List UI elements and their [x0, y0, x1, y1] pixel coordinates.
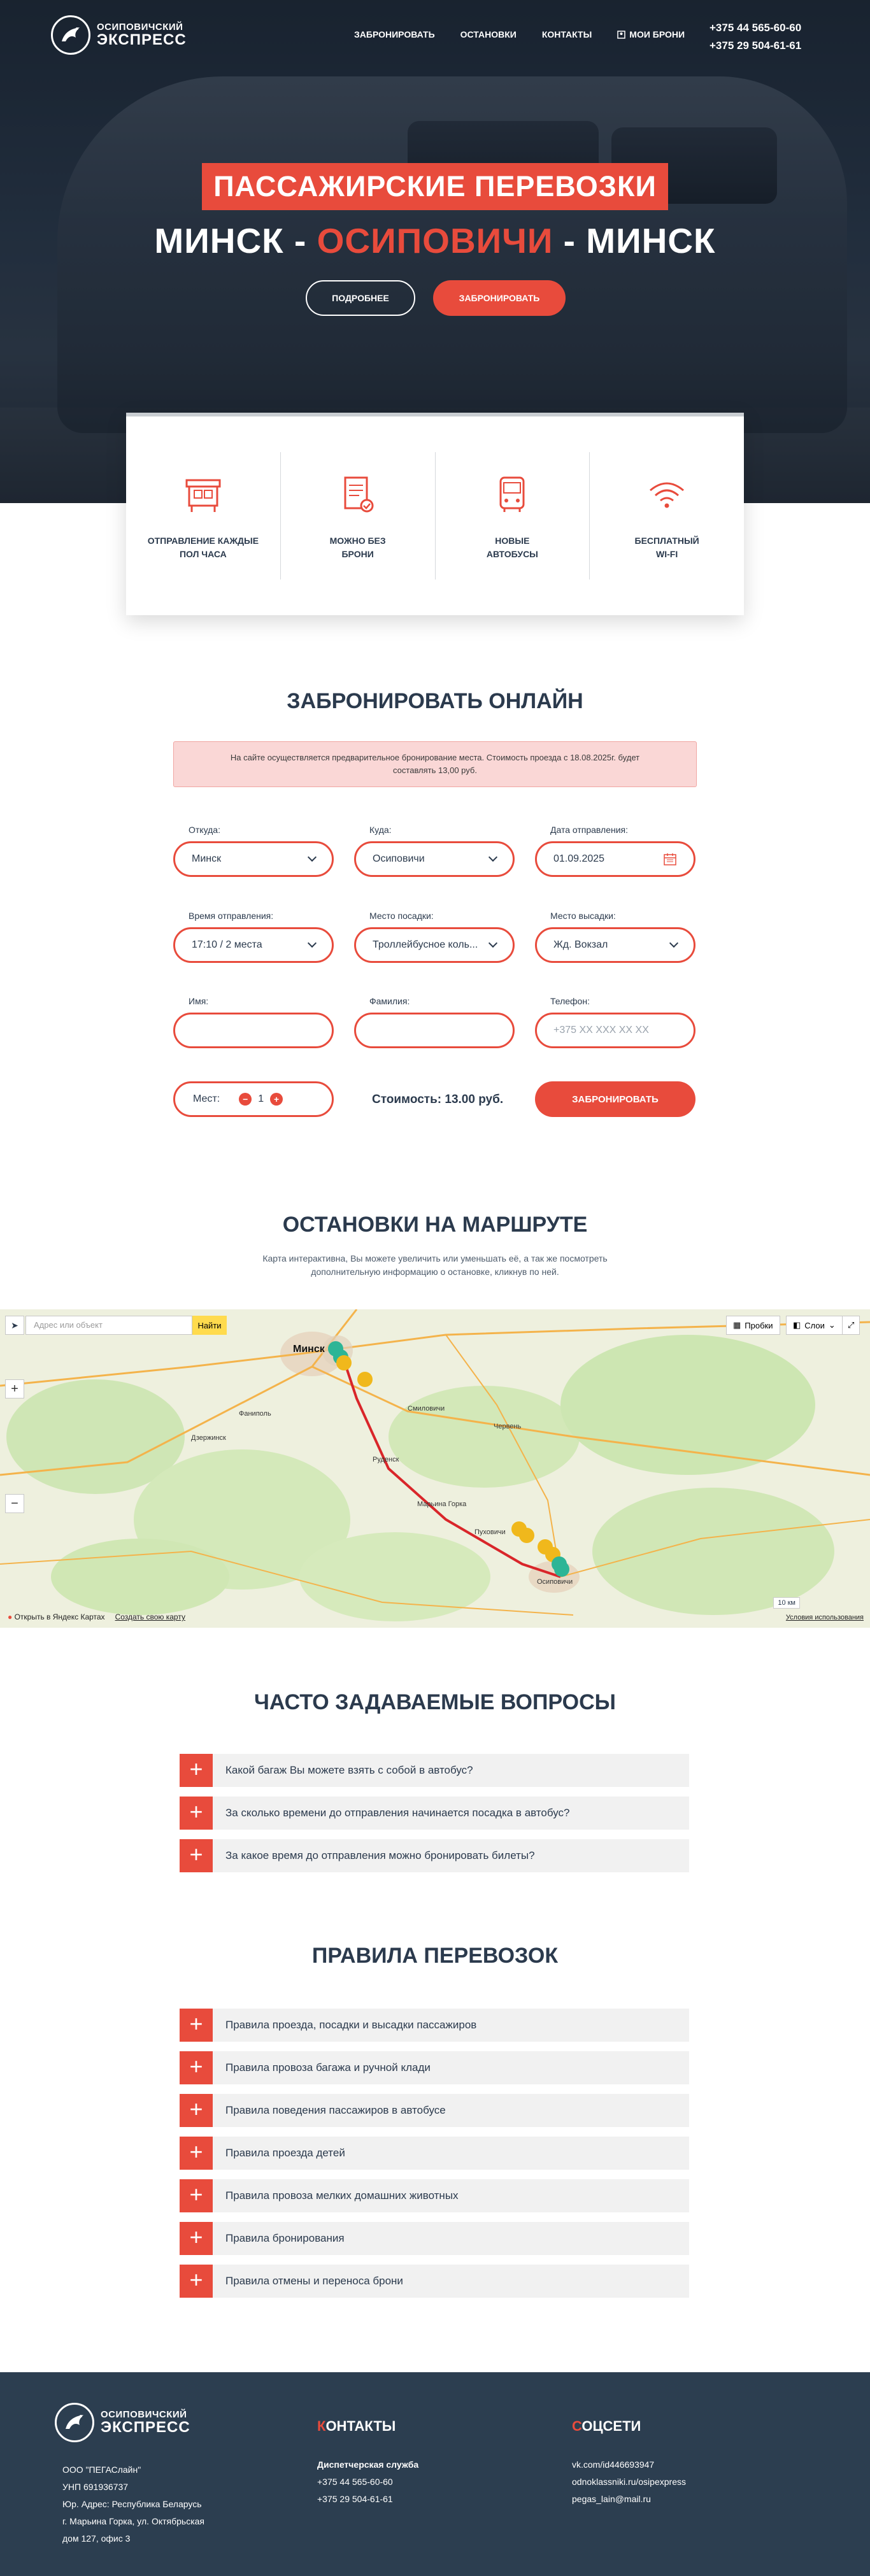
map-city-rudensk: Руденск — [373, 1456, 399, 1463]
feature-no-booking — [281, 452, 436, 580]
map-scale: 10 км — [773, 1597, 800, 1609]
calendar-icon[interactable] — [663, 852, 677, 866]
more-button[interactable]: ПОДРОБНЕЕ — [306, 280, 415, 316]
time-value: 17:10 / 2 места — [192, 939, 262, 950]
footer-contacts-title — [317, 2418, 396, 2435]
map-create-link[interactable]: Создать свою карту — [115, 1612, 185, 1621]
wifi-icon — [644, 471, 690, 517]
features-panel — [126, 413, 744, 615]
footer-company-line: г. Марьина Горка, ул. Октябрьская — [62, 2516, 205, 2526]
rules-item[interactable] — [180, 2222, 689, 2255]
plus-icon[interactable]: + — [180, 2265, 213, 2298]
date-field — [535, 825, 695, 877]
site-header — [0, 0, 870, 70]
footer-company-line: дом 127, офис 3 — [62, 2533, 131, 2544]
feature-text: БЕСПЛАТНЫЙ WI-FI — [634, 536, 699, 559]
seats-value: 1 — [258, 1093, 264, 1104]
map-city-dzerzhinsk: Дзержинск — [191, 1434, 226, 1442]
map-open-yandex[interactable] — [8, 1612, 105, 1621]
chevron-down-icon — [488, 939, 497, 948]
nav-stops[interactable]: ОСТАНОВКИ — [460, 29, 517, 39]
plus-icon[interactable]: + — [180, 2222, 213, 2255]
chevron-down-icon — [669, 939, 678, 948]
route-to: - МИНСК — [553, 221, 716, 260]
map-city-osipovichi: Осиповичи — [537, 1578, 573, 1586]
rules-item[interactable] — [180, 2051, 689, 2084]
map-layers-label: Слои — [804, 1320, 825, 1330]
footer-company-line: Юр. Адрес: Республика Беларусь — [62, 2499, 202, 2509]
dropoff-label: Место высадки: — [550, 911, 616, 921]
name-label: Имя: — [189, 996, 209, 1006]
map-zoom-controls — [5, 1379, 24, 1609]
to-select[interactable] — [354, 841, 515, 877]
rules-item-label: Правила провоза багажа и ручной клади — [225, 2061, 431, 2074]
map-traffic-button[interactable] — [726, 1316, 780, 1335]
plus-icon[interactable]: + — [180, 1754, 213, 1787]
rules-item-label: Правила поведения пассажиров в автобусе — [225, 2104, 446, 2116]
from-field — [173, 825, 334, 877]
zoom-out-icon[interactable]: − — [5, 1494, 24, 1513]
plus-icon[interactable]: + — [180, 2094, 213, 2127]
dropoff-value: Жд. Вокзал — [553, 939, 608, 950]
faq-question: За какое время до отправления можно бронировать билеты? — [225, 1849, 535, 1861]
rules-item[interactable] — [180, 2179, 689, 2212]
logo-line2: ЭКСПРЕСС — [97, 31, 187, 49]
location-arrow-icon[interactable]: ➤ — [5, 1316, 24, 1335]
footer-dispatch: Диспетчерская служба — [317, 2459, 419, 2470]
seats-label: Мест: — [193, 1093, 220, 1104]
map-footer-links — [8, 1612, 185, 1621]
hero-book-button[interactable]: ЗАБРОНИРОВАТЬ — [433, 280, 566, 316]
faq-title: ЧАСТО ЗАДАВАЕМЫЕ ВОПРОСЫ — [254, 1690, 616, 1714]
fullscreen-icon[interactable]: ⤢ — [842, 1316, 860, 1335]
to-label: Куда: — [369, 825, 392, 835]
footer-social-first: С — [572, 2418, 582, 2434]
seats-stepper — [173, 1081, 334, 1117]
plus-icon[interactable]: + — [180, 2137, 213, 2170]
nav-contacts[interactable]: КОНТАКТЫ — [541, 29, 592, 39]
footer-email-link[interactable]: pegas_lain@mail.ru — [572, 2494, 651, 2504]
booking-notice: На сайте осуществляется предварительное бронирование места. Стоимость проезда с 18.08.2025г. будет составлять 13,00 руб. — [173, 741, 697, 787]
map-city-minsk: Минск — [293, 1344, 325, 1355]
footer-phone-2[interactable]: +375 29 504-61-61 — [317, 2494, 393, 2504]
date-input[interactable] — [535, 841, 695, 877]
user-icon — [617, 31, 625, 39]
dropoff-select[interactable] — [535, 927, 695, 963]
route-mid: ОСИПОВИЧИ — [317, 221, 553, 260]
footer-company — [62, 2461, 204, 2547]
footer-ok-link[interactable]: odnoklassniki.ru/osipexpress — [572, 2477, 686, 2487]
footer-company-line: ООО "ПЕГАСлайн" — [62, 2465, 141, 2475]
from-select[interactable] — [173, 841, 334, 877]
footer-contacts-first: К — [317, 2418, 326, 2434]
map-search-placeholder: Адрес или объект — [34, 1320, 103, 1330]
from-value: Минск — [192, 853, 222, 864]
rules-item-label: Правила отмены и переноса брони — [225, 2275, 403, 2287]
plus-icon[interactable]: + — [180, 2179, 213, 2212]
nav-my-bookings-label: МОИ БРОНИ — [629, 29, 685, 39]
time-field — [173, 911, 334, 963]
plus-icon[interactable]: + — [180, 2009, 213, 2042]
minus-icon[interactable]: − — [239, 1093, 252, 1106]
rules-item[interactable] — [180, 2265, 689, 2298]
route-from: МИНСК - — [154, 221, 317, 260]
map-city-cherven: Червень — [494, 1423, 522, 1430]
faq-list — [180, 1754, 689, 1882]
footer-social-rest: ОЦСЕТИ — [581, 2418, 641, 2434]
date-label: Дата отправления: — [550, 825, 629, 835]
phone-input[interactable] — [535, 1013, 695, 1048]
rules-item[interactable] — [180, 2137, 689, 2170]
route-map[interactable] — [0, 1309, 870, 1628]
bus-icon — [489, 471, 535, 517]
feature-new-buses — [436, 452, 590, 580]
footer-contacts-rest: ОНТАКТЫ — [325, 2418, 396, 2434]
map-search-input[interactable] — [25, 1316, 192, 1335]
layers-icon: ◧ — [793, 1320, 801, 1330]
logo-line1: ОСИПОВИЧСКИЙ — [101, 2409, 187, 2420]
map-traffic-label: Пробки — [745, 1320, 773, 1330]
surname-field — [354, 996, 515, 1048]
site-logo[interactable] — [51, 15, 187, 55]
logo-line1: ОСИПОВИЧСКИЙ — [97, 21, 183, 32]
footer-logo[interactable] — [55, 2403, 190, 2442]
feature-text: НОВЫЕ АВТОБУСЫ — [486, 536, 538, 559]
faq-item[interactable] — [180, 1839, 689, 1872]
time-select[interactable] — [173, 927, 334, 963]
map-city-maryina-gorka: Марьина Горка — [417, 1500, 467, 1508]
nav-my-bookings[interactable] — [617, 29, 685, 39]
booking-title: ЗАБРОНИРОВАТЬ ОНЛАЙН — [287, 689, 583, 713]
footer-vk-link[interactable]: vk.com/id446693947 — [572, 2459, 655, 2470]
map-canvas[interactable] — [0, 1309, 870, 1628]
feature-every-half-hour — [126, 452, 281, 580]
feature-wifi — [590, 452, 744, 580]
traffic-light-icon: ▦ — [733, 1320, 741, 1330]
faq-question: Какой багаж Вы можете взять с собой в автобус? — [225, 1764, 473, 1776]
rules-item-label: Правила бронирования — [225, 2232, 345, 2244]
hero-buttons — [306, 280, 566, 316]
bus-stop-icon — [180, 471, 226, 517]
to-value: Осиповичи — [373, 853, 425, 864]
surname-input[interactable] — [354, 1013, 515, 1048]
rules-item-label: Правила проезда, посадки и высадки пассажиров — [225, 2019, 477, 2031]
map-layers-button[interactable] — [786, 1316, 843, 1335]
pegasus-logo-icon — [55, 2403, 94, 2442]
name-field — [173, 996, 334, 1048]
hero-route — [0, 220, 870, 261]
header-phone-1[interactable]: +375 44 565-60-60 — [710, 22, 802, 34]
feature-text: МОЖНО БЕЗ БРОНИ — [329, 536, 386, 559]
footer-contacts — [317, 2456, 418, 2508]
plus-icon[interactable]: + — [180, 1839, 213, 1872]
hero-title: ПАССАЖИРСКИЕ ПЕРЕВОЗКИ — [202, 163, 668, 210]
dropoff-field — [535, 911, 695, 963]
map-city-puhovichi: Пуховичи — [474, 1528, 506, 1536]
chevron-down-icon — [488, 853, 497, 862]
rules-item-label: Правила проезда детей — [225, 2147, 345, 2159]
plus-icon[interactable]: + — [270, 1093, 283, 1106]
name-input[interactable] — [173, 1013, 334, 1048]
site-footer — [0, 2372, 870, 2576]
chevron-down-icon — [308, 853, 317, 862]
map-pin-icon: ● — [8, 1612, 13, 1621]
rules-title: ПРАВИЛА ПЕРЕВОЗОК — [311, 1944, 559, 1968]
chevron-down-icon — [308, 939, 317, 948]
nav-book[interactable]: ЗАБРОНИРОВАТЬ — [354, 29, 435, 39]
map-city-smilovichi: Смиловичи — [408, 1405, 445, 1413]
chevron-down-icon: ⌄ — [828, 1320, 836, 1330]
header-phone-2[interactable]: +375 29 504-61-61 — [710, 39, 802, 52]
feature-text: ОТПРАВЛЕНИЕ КАЖДЫЕ ПОЛ ЧАСА — [147, 536, 259, 559]
phone-field — [535, 996, 695, 1048]
map-open-label: Открыть в Яндекс Картах — [14, 1612, 105, 1621]
to-field — [354, 825, 515, 877]
faq-item[interactable] — [180, 1754, 689, 1787]
rules-item[interactable] — [180, 2009, 689, 2042]
rules-item-label: Правила провоза мелких домашних животных — [225, 2189, 459, 2202]
boarding-value: Троллейбусное коль... — [373, 939, 478, 950]
date-value: 01.09.2025 — [553, 853, 605, 864]
pegasus-logo-icon — [51, 15, 90, 55]
zoom-in-icon[interactable]: + — [5, 1379, 24, 1398]
faq-question: За сколько времени до отправления начинается посадка в автобус? — [225, 1807, 570, 1819]
map-terms-link[interactable]: Условия использования — [785, 1614, 864, 1621]
map-city-fanipol: Фаниполь — [239, 1410, 271, 1418]
footer-company-line: УНП 691936737 — [62, 2482, 129, 2492]
surname-label: Фамилия: — [369, 996, 410, 1006]
time-label: Время отправления: — [189, 911, 274, 921]
submit-booking-button[interactable]: ЗАБРОНИРОВАТЬ — [535, 1081, 695, 1117]
boarding-select[interactable] — [354, 927, 515, 963]
faq-item[interactable] — [180, 1797, 689, 1830]
stops-title: ОСТАНОВКИ НА МАРШРУТЕ — [282, 1213, 588, 1237]
stops-subtitle: Карта интерактивна, Вы можете увеличить или уменьшать её, а так же посмотреть дополнительную информацию о остановке, кликнув по ней. — [262, 1253, 608, 1277]
rules-list — [180, 2009, 689, 2307]
footer-social — [572, 2456, 686, 2508]
plus-icon[interactable]: + — [180, 2051, 213, 2084]
plus-icon[interactable]: + — [180, 1797, 213, 1830]
rules-item[interactable] — [180, 2094, 689, 2127]
boarding-field — [354, 911, 515, 963]
phone-label: Телефон: — [550, 996, 590, 1006]
document-check-icon — [335, 471, 381, 517]
main-nav — [354, 29, 685, 39]
header-phones — [710, 19, 801, 55]
map-find-button[interactable]: Найти — [192, 1316, 227, 1335]
footer-phone-1[interactable]: +375 44 565-60-60 — [317, 2477, 393, 2487]
from-label: Откуда: — [189, 825, 220, 835]
footer-social-title — [572, 2418, 641, 2435]
logo-line2: ЭКСПРЕСС — [101, 2419, 190, 2437]
phone-placeholder: +375 XX XXX XX XX — [553, 1025, 649, 1035]
booking-cost: Стоимость: 13.00 руб. — [372, 1093, 504, 1106]
boarding-label: Место посадки: — [369, 911, 434, 921]
